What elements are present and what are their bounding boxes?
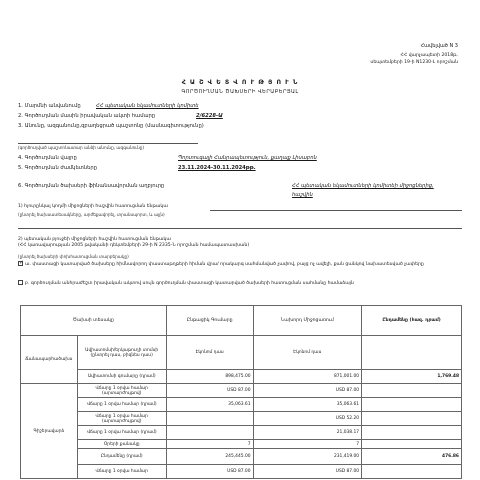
option-a-checkbox[interactable]	[18, 261, 23, 266]
field-5-value: 23.11.2024-30.11.2024թթ.	[178, 165, 256, 171]
table-row	[21, 370, 462, 384]
row-item: Վճարը 1 օրվա համար (դրամ)	[77, 398, 166, 412]
row-total	[362, 465, 462, 479]
row-col4: 231,419.00	[253, 449, 362, 465]
field-2-label: 2. Գործուղման մասին իրավական ակտի համարը	[18, 113, 156, 119]
row-total	[362, 336, 462, 370]
row-col4: USD 52.20	[253, 412, 362, 426]
section-2-subtitle: (ՀՀ կառավարության 2005 թվականի դեկտեմբերի 29-ի N 2335-Ն որոշման համապատասխան)	[18, 243, 250, 248]
row-col4: USD 87.00	[253, 384, 362, 398]
option-b-checkbox[interactable]	[18, 280, 23, 285]
field-6-value-2: հաշվին	[292, 192, 313, 198]
section-1-caption: (ընտրել ծախսատեսակները, արժեքավորել, տրանսպորտ, և այլն)	[18, 212, 165, 217]
row-col3: Էկոնոմ դաս	[166, 336, 253, 370]
row-total	[362, 384, 462, 398]
row-col4: USD 87.00	[253, 465, 362, 479]
table-row	[21, 465, 462, 479]
header-total: Ընդամենը (հազ. դրամ)	[362, 306, 462, 336]
row-item: Վճարը 1 օրվա համար (դրամ)	[77, 426, 166, 440]
annex-line-1: ՀՀ վարչապետի 2018թ.	[400, 53, 458, 58]
section-1-text: 1) հյուրընկալ կողմի միջոցների հաշվին հատուցման ենթակա	[18, 204, 168, 209]
row-col4: 35,063.61	[253, 398, 362, 412]
row-total: 476.86	[362, 449, 462, 465]
table-header-row	[21, 306, 462, 336]
row-col3: USD 87.00	[166, 465, 253, 479]
header-current-amount: Ընթացիկ Գումարը	[166, 306, 253, 336]
row-total	[362, 398, 462, 412]
section-divider	[18, 228, 462, 229]
row-total: 1,769.48	[362, 370, 462, 384]
row-col3: 245,445.00	[166, 449, 253, 465]
field-2-value: 2/6228-Ա	[196, 113, 223, 119]
field-4-value: Պորտուգալի Հանրապետություն, քաղաք Լիսաբոն	[178, 155, 317, 161]
field-6-label: 6. Գործուղման ծախսերի ֆինանսավորման աղբյուրը	[18, 183, 165, 189]
field-3-caption: (գործուղված պաշտոնատար անձի անունը, ազգանունը)	[18, 145, 145, 150]
table-row	[21, 336, 462, 370]
table-row	[21, 384, 462, 398]
row-col3: 35,063.61	[166, 398, 253, 412]
row-col4: 21,038.17	[253, 426, 362, 440]
field-4-label: 4. Գործուղման վայրը	[18, 155, 77, 161]
row-col3	[166, 412, 253, 426]
header-previous: Նախորդ Միջոցառում	[253, 306, 362, 336]
group-lodging: Գիշերավարձ	[21, 384, 78, 479]
row-item: Օրերի քանակը	[77, 440, 166, 449]
section-2-choose: (ընտրել ծախսերի փոխհատուցման տարբերակը)	[18, 254, 129, 259]
option-a-text: ա. փաստացի կատարված ծախսերը հիմնավորող փաստաթղթերի հիման վրա/ որակարգ սահմանված չափով, բայց ոչ ավելի, քան ցանկով նախատեսված չափերը	[25, 262, 424, 267]
row-col3	[166, 426, 253, 440]
section-1-underline	[210, 210, 462, 211]
table-row	[21, 412, 462, 426]
document-subtitle: ԳՈՐԾՈՒՂՄԱՆ ԾԱԽՍԵՐԻ ՎԵՐԱԲԵՐՅԱԼ	[181, 89, 299, 95]
header-expense-type: Ծախսի տեսակը	[21, 306, 167, 336]
annex-line-2: սեպտեմբերի 19-ի N1230-Լ որոշման	[370, 60, 458, 65]
row-col4: Էկոնոմ դաս	[253, 336, 362, 370]
table-row	[21, 426, 462, 440]
expense-table	[20, 305, 462, 479]
row-item: Ավիատոմսի/երկաթուղի տոմսի (ընտրել դաս, բիզնես դաս)	[77, 336, 166, 370]
row-item: Ավիատոմսի գումարը (դրամ)	[77, 370, 166, 384]
field-3-underline	[18, 143, 198, 144]
document-title: Հ Ա Շ Վ Ե Տ Վ Ո Ւ Թ Յ Ո Ւ Ն	[181, 79, 299, 86]
field-5-label: 5. Գործուղման ժամկետները	[18, 165, 97, 171]
row-item: Վճարը 1 օրվա համար	[77, 465, 166, 479]
row-col3: 7	[166, 440, 253, 449]
annex-number: Հավելված N 3	[420, 43, 458, 49]
field-1-value: ՀՀ պետական եկամուտների կոմիտե	[96, 103, 199, 109]
table-row	[21, 440, 462, 449]
row-col4: 7	[253, 440, 362, 449]
field-3-label: 3. Անունը, ազգանունը,զբաղեցրած պաշտոնը (մասնագիտությունը)	[18, 123, 204, 129]
row-item: Ընդամենը (դրամ)	[77, 449, 166, 465]
row-item: Վճարը 1 օրվա համար (արտարժույթով)	[77, 384, 166, 398]
row-col3: USD 87.00	[166, 384, 253, 398]
group-travel: Ճանապարհածախս	[21, 336, 78, 384]
table-row	[21, 449, 462, 465]
field-1-label: 1. Մարմնի անվանումը	[18, 103, 81, 109]
option-b-text: բ. գործուղման անհրաժեշտ իրավական ակտով սույն գործուղման փաստացի կատարված ծախսերի հատուցման սահմանը համաձայն	[25, 281, 354, 286]
row-total	[362, 412, 462, 426]
option-a[interactable]	[18, 261, 458, 268]
row-total	[362, 426, 462, 440]
section-2-title: 2) պետական բյուջեի միջոցների հաշվին հատուցման ենթակա	[18, 237, 171, 242]
row-col4: 871,001.00	[253, 370, 362, 384]
option-b[interactable]	[18, 280, 458, 287]
field-6-value: ՀՀ պետական եկամուտների կոմիտեի միջոցներից,	[292, 183, 434, 189]
row-item: Վճարը 1 օրվա համար (արտարժույթով)	[77, 412, 166, 426]
row-total	[362, 440, 462, 449]
row-col3: 898,475.00	[166, 370, 253, 384]
table-row	[21, 398, 462, 412]
